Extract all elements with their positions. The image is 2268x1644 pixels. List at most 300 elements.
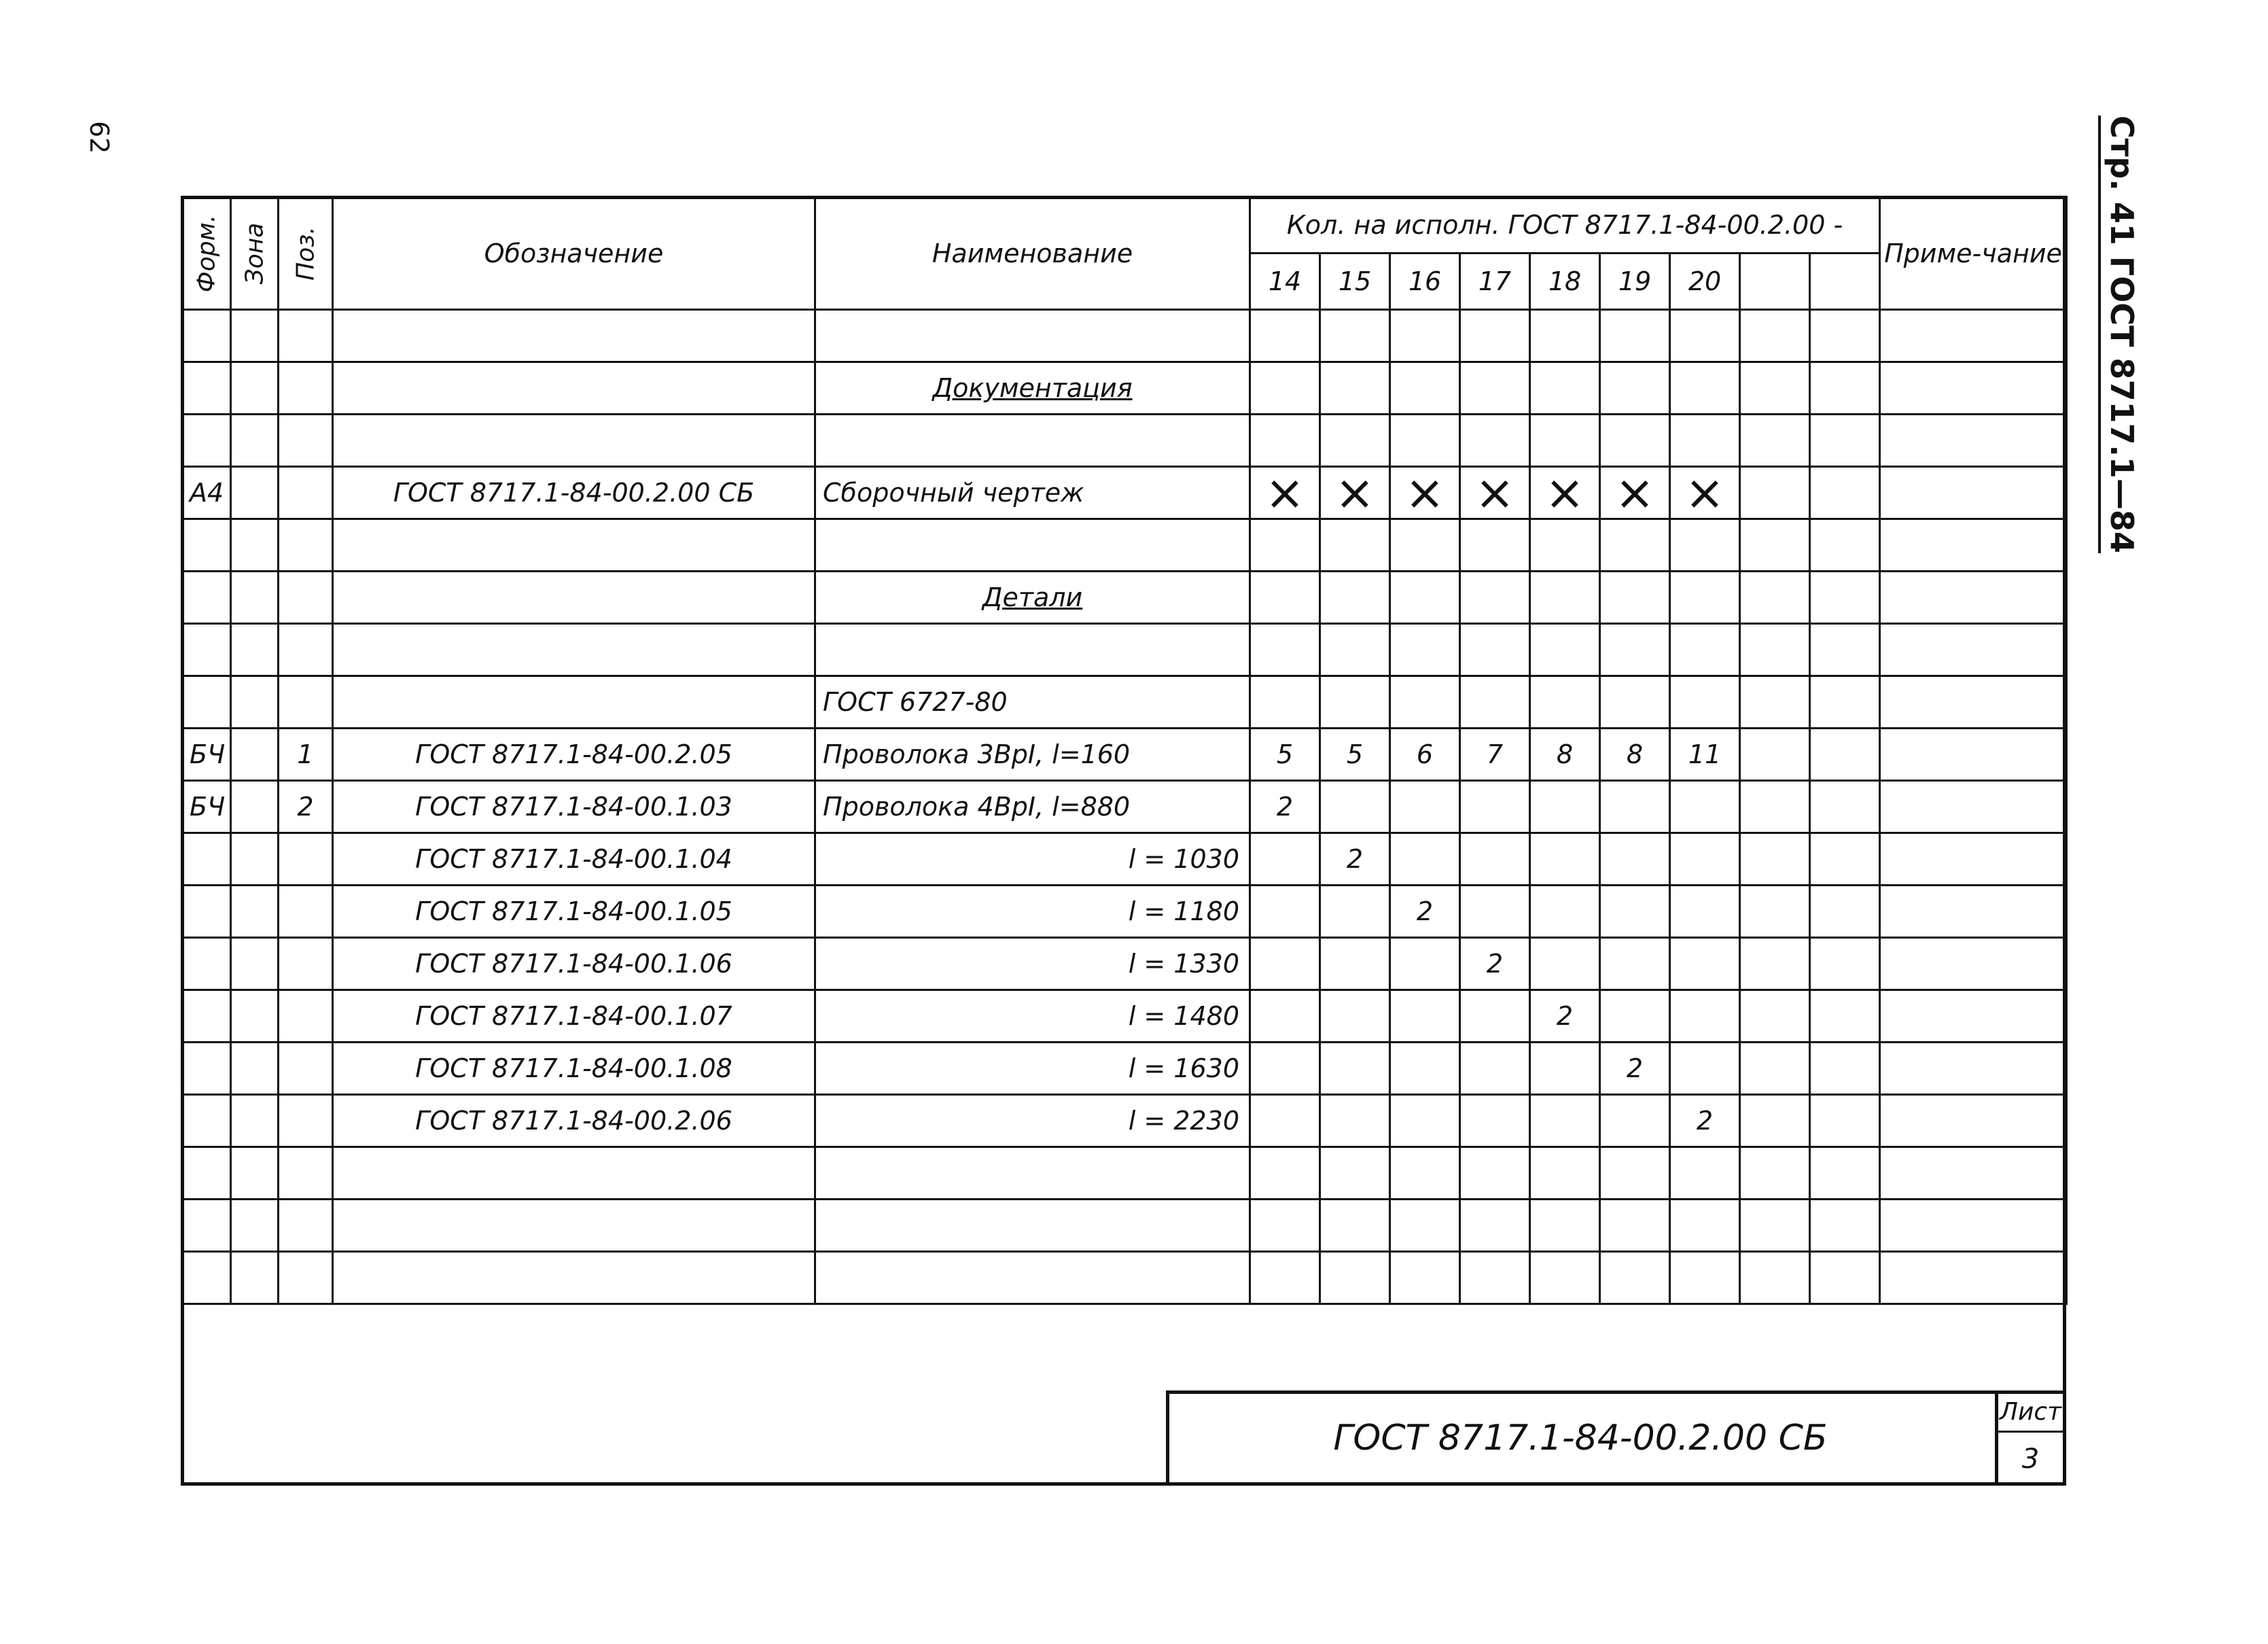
cell-pos [279,362,333,415]
header-note: Приме-чание [1880,197,2067,310]
cell-quantity [1600,1147,1670,1200]
cell-quantity [1250,362,1320,415]
cell-form [182,833,231,886]
cell-zone [231,467,279,519]
cell-quantity [1250,676,1320,729]
cell-quantity [1320,990,1390,1043]
cell-quantity [1600,415,1670,467]
cell-quantity [1460,1043,1530,1095]
cell-note [1880,415,2067,467]
cell-quantity [1810,833,1880,886]
cell-quantity: 5 [1320,729,1390,781]
cell-quantity [1320,1043,1390,1095]
cell-pos [279,938,333,990]
cell-quantity [1530,519,1600,572]
cell-pos [279,572,333,624]
cell-pos [279,1200,333,1252]
cell-quantity [1810,572,1880,624]
cell-quantity [1530,362,1600,415]
cell-zone [231,886,279,938]
cell-zone [231,415,279,467]
cell-pos [279,624,333,676]
cell-quantity [1530,1043,1600,1095]
cell-quantity [1810,676,1880,729]
table-row [182,781,2067,833]
cell-note [1880,1252,2067,1304]
cell-quantity [1530,781,1600,833]
cell-form [182,572,231,624]
cell-quantity [1600,572,1670,624]
cell-name [815,1200,1250,1252]
cell-zone [231,676,279,729]
cell-quantity [1740,624,1810,676]
cell-quantity [1390,572,1460,624]
specification-table [181,196,2068,1305]
cell-note [1880,362,2067,415]
table-row [182,1147,2067,1200]
cell-form [182,990,231,1043]
cell-quantity [1390,833,1460,886]
cell-quantity: × [1390,467,1460,519]
cell-quantity [1740,990,1810,1043]
cell-quantity [1670,676,1740,729]
cell-form: А4 [182,467,231,519]
header-variant: 18 [1530,253,1600,310]
cell-pos [279,1043,333,1095]
cell-zone [231,990,279,1043]
cell-quantity [1740,781,1810,833]
cell-quantity: × [1320,467,1390,519]
cell-designation: ГОСТ 8717.1-84-00.2.00 СБ [333,467,815,519]
cell-quantity [1670,1043,1740,1095]
cell-quantity [1670,938,1740,990]
cell-note [1880,467,2067,519]
cell-quantity [1600,362,1670,415]
cell-quantity [1670,1147,1740,1200]
cell-quantity [1320,519,1390,572]
cell-form [182,938,231,990]
cell-quantity: 8 [1530,729,1600,781]
cell-designation [333,415,815,467]
cell-name: Проволока 4ВрI, l=880 [815,781,1250,833]
specification-body [182,310,2067,1304]
cell-quantity [1740,310,1810,362]
cell-quantity [1390,1252,1460,1304]
cell-quantity [1810,1200,1880,1252]
cell-quantity [1670,572,1740,624]
cell-note [1880,1200,2067,1252]
cell-quantity: 8 [1600,729,1670,781]
cell-note [1880,781,2067,833]
cell-quantity: 2 [1670,1095,1740,1147]
cell-quantity [1740,1200,1810,1252]
cell-quantity [1740,833,1810,886]
cell-quantity [1320,1095,1390,1147]
cell-zone [231,781,279,833]
cell-quantity [1460,415,1530,467]
cell-note [1880,1095,2067,1147]
cell-note [1880,833,2067,886]
cell-quantity [1460,676,1530,729]
cell-zone [231,1200,279,1252]
cell-quantity [1530,572,1600,624]
cell-quantity [1250,833,1320,886]
cell-pos [279,676,333,729]
cell-quantity [1670,833,1740,886]
cell-zone [231,519,279,572]
cell-quantity [1670,1252,1740,1304]
cell-designation: ГОСТ 8717.1-84-00.1.08 [333,1043,815,1095]
cell-quantity [1740,1252,1810,1304]
cell-quantity [1810,624,1880,676]
cell-note [1880,729,2067,781]
table-row [182,1200,2067,1252]
cell-quantity: 7 [1460,729,1530,781]
cell-form [182,362,231,415]
cell-quantity [1810,886,1880,938]
cell-quantity [1530,833,1600,886]
cell-pos: 2 [279,781,333,833]
cell-quantity [1740,938,1810,990]
header-variant: 15 [1320,253,1390,310]
cell-quantity: × [1250,467,1320,519]
cell-quantity [1390,1147,1460,1200]
cell-pos [279,1147,333,1200]
table-row [182,886,2067,938]
cell-quantity [1600,1200,1670,1252]
cell-quantity [1320,1252,1390,1304]
cell-note [1880,1147,2067,1200]
cell-designation: ГОСТ 8717.1-84-00.1.07 [333,990,815,1043]
cell-quantity [1390,415,1460,467]
header-qty-group: Кол. на исполн. ГОСТ 8717.1-84-00.2.00 - [1250,197,1880,253]
cell-quantity: 2 [1530,990,1600,1043]
cell-form [182,624,231,676]
cell-designation [333,572,815,624]
cell-pos: 1 [279,729,333,781]
cell-quantity [1530,938,1600,990]
cell-quantity: × [1600,467,1670,519]
cell-quantity [1320,310,1390,362]
cell-quantity [1250,519,1320,572]
cell-designation [333,676,815,729]
cell-quantity [1250,415,1320,467]
cell-quantity [1320,1200,1390,1252]
cell-quantity [1810,1147,1880,1200]
cell-quantity [1460,624,1530,676]
cell-form: БЧ [182,781,231,833]
cell-quantity: × [1530,467,1600,519]
cell-quantity [1600,1095,1670,1147]
cell-quantity [1810,310,1880,362]
header-form: Форм. [182,197,231,310]
cell-quantity [1250,1043,1320,1095]
header-variant: 19 [1600,253,1670,310]
cell-note [1880,1043,2067,1095]
cell-zone [231,729,279,781]
cell-quantity: 2 [1250,781,1320,833]
table-row [182,1252,2067,1304]
cell-quantity [1250,1095,1320,1147]
cell-quantity [1320,938,1390,990]
table-row [182,729,2067,781]
cell-designation: ГОСТ 8717.1-84-00.1.05 [333,886,815,938]
cell-name: l = 1630 [815,1043,1250,1095]
table-row [182,990,2067,1043]
cell-zone [231,1252,279,1304]
cell-quantity [1390,1095,1460,1147]
cell-quantity: 2 [1600,1043,1670,1095]
table-row [182,833,2067,886]
cell-name: l = 1330 [815,938,1250,990]
cell-pos [279,415,333,467]
cell-quantity [1740,467,1810,519]
cell-note [1880,990,2067,1043]
cell-quantity: × [1460,467,1530,519]
title-block-code: ГОСТ 8717.1-84-00.2.00 СБ [1333,1418,1828,1458]
cell-quantity [1740,676,1810,729]
cell-designation: ГОСТ 8717.1-84-00.1.04 [333,833,815,886]
cell-quantity [1600,938,1670,990]
cell-zone [231,833,279,886]
cell-quantity [1460,572,1530,624]
header-variant: 16 [1390,253,1460,310]
cell-zone [231,1095,279,1147]
cell-quantity [1600,310,1670,362]
cell-quantity [1250,310,1320,362]
cell-designation: ГОСТ 8717.1-84-00.2.05 [333,729,815,781]
cell-quantity [1460,1095,1530,1147]
side-header: Стр. 41 ГОСТ 8717.1—84 [2098,116,2140,553]
cell-quantity [1250,886,1320,938]
cell-quantity [1600,886,1670,938]
header-variant [1810,253,1880,310]
cell-quantity [1740,1095,1810,1147]
cell-name: Документация [815,362,1250,415]
cell-quantity [1250,1252,1320,1304]
cell-quantity: 6 [1390,729,1460,781]
cell-name [815,519,1250,572]
cell-form [182,1095,231,1147]
cell-name [815,624,1250,676]
cell-form: БЧ [182,729,231,781]
cell-quantity [1670,362,1740,415]
cell-quantity [1390,1200,1460,1252]
table-row [182,624,2067,676]
cell-quantity [1390,362,1460,415]
cell-quantity [1810,467,1880,519]
cell-quantity [1250,938,1320,990]
cell-name: l = 1030 [815,833,1250,886]
cell-pos [279,1095,333,1147]
cell-quantity [1740,572,1810,624]
sheet-number: 3 [2021,1444,2040,1475]
cell-quantity [1390,1043,1460,1095]
cell-quantity [1740,729,1810,781]
cell-quantity [1460,362,1530,415]
cell-quantity [1810,362,1880,415]
cell-quantity [1670,415,1740,467]
cell-quantity [1320,1147,1390,1200]
cell-name: ГОСТ 6727-80 [815,676,1250,729]
cell-quantity [1530,310,1600,362]
cell-quantity [1670,519,1740,572]
cell-quantity [1460,886,1530,938]
header-variant: 20 [1670,253,1740,310]
cell-quantity [1600,781,1670,833]
cell-quantity [1740,362,1810,415]
cell-designation: ГОСТ 8717.1-84-00.1.06 [333,938,815,990]
cell-quantity [1670,310,1740,362]
cell-quantity [1810,990,1880,1043]
table-row [182,572,2067,624]
cell-quantity [1390,624,1460,676]
cell-quantity [1740,1043,1810,1095]
cell-quantity [1460,310,1530,362]
cell-designation [333,362,815,415]
cell-quantity [1740,415,1810,467]
cell-quantity [1810,1252,1880,1304]
table-row [182,362,2067,415]
cell-zone [231,572,279,624]
cell-name: l = 1180 [815,886,1250,938]
page-number: 62 [84,121,114,154]
cell-quantity [1530,676,1600,729]
cell-name [815,310,1250,362]
cell-zone [231,362,279,415]
cell-quantity [1530,1147,1600,1200]
cell-quantity: 2 [1460,938,1530,990]
cell-quantity [1600,990,1670,1043]
cell-zone [231,938,279,990]
cell-zone [231,1147,279,1200]
cell-quantity [1600,519,1670,572]
cell-note [1880,519,2067,572]
cell-form [182,676,231,729]
cell-quantity [1320,886,1390,938]
table-row [182,467,2067,519]
cell-quantity [1320,624,1390,676]
cell-quantity [1250,1200,1320,1252]
cell-zone [231,1043,279,1095]
cell-form [182,310,231,362]
cell-quantity [1390,676,1460,729]
cell-pos [279,310,333,362]
cell-quantity [1670,1200,1740,1252]
header-variant: 17 [1460,253,1530,310]
cell-quantity [1810,1095,1880,1147]
cell-pos [279,467,333,519]
cell-quantity [1600,676,1670,729]
cell-quantity [1250,572,1320,624]
cell-quantity [1460,833,1530,886]
header-designation: Обозначение [333,197,815,310]
cell-quantity [1320,676,1390,729]
cell-quantity [1740,886,1810,938]
cell-name: l = 1480 [815,990,1250,1043]
header-variant: 14 [1250,253,1320,310]
cell-designation [333,310,815,362]
cell-form [182,415,231,467]
cell-quantity [1530,886,1600,938]
cell-note [1880,310,2067,362]
table-row [182,938,2067,990]
cell-form [182,1043,231,1095]
cell-quantity [1740,1147,1810,1200]
table-row [182,415,2067,467]
cell-pos [279,1252,333,1304]
cell-form [182,886,231,938]
cell-quantity [1530,1252,1600,1304]
cell-quantity [1810,938,1880,990]
cell-quantity [1600,833,1670,886]
cell-quantity [1670,624,1740,676]
cell-quantity: 11 [1670,729,1740,781]
cell-quantity [1740,519,1810,572]
cell-quantity [1320,572,1390,624]
table-row [182,1043,2067,1095]
cell-note [1880,624,2067,676]
cell-quantity [1250,990,1320,1043]
cell-name: Проволока 3ВрI, l=160 [815,729,1250,781]
header-pos: Поз. [279,197,333,310]
cell-note [1880,886,2067,938]
cell-quantity: 2 [1320,833,1390,886]
cell-zone [231,624,279,676]
header-zone: Зона [231,197,279,310]
cell-pos [279,519,333,572]
sheet-label: Лист [1995,1392,2066,1433]
cell-name: Сборочный чертеж [815,467,1250,519]
cell-quantity [1460,1252,1530,1304]
cell-name [815,1252,1250,1304]
cell-quantity [1460,519,1530,572]
cell-note [1880,938,2067,990]
cell-quantity [1530,415,1600,467]
cell-zone [231,310,279,362]
cell-quantity [1390,990,1460,1043]
cell-quantity [1390,938,1460,990]
cell-quantity [1600,624,1670,676]
cell-designation [333,1252,815,1304]
table-row [182,310,2067,362]
table-row [182,1095,2067,1147]
header-variant [1740,253,1810,310]
cell-quantity [1460,1147,1530,1200]
cell-quantity [1320,415,1390,467]
cell-quantity [1460,990,1530,1043]
table-row [182,676,2067,729]
cell-designation: ГОСТ 8717.1-84-00.1.03 [333,781,815,833]
cell-pos [279,990,333,1043]
cell-quantity [1670,990,1740,1043]
cell-quantity [1460,1200,1530,1252]
cell-designation [333,624,815,676]
cell-name [815,415,1250,467]
cell-quantity [1460,781,1530,833]
table-row [182,519,2067,572]
cell-form [182,519,231,572]
cell-quantity: × [1670,467,1740,519]
cell-quantity [1810,519,1880,572]
cell-quantity [1530,1095,1600,1147]
cell-quantity [1320,781,1390,833]
header-name: Наименование [815,197,1250,310]
cell-designation: ГОСТ 8717.1-84-00.2.06 [333,1095,815,1147]
cell-quantity [1390,310,1460,362]
cell-quantity [1810,415,1880,467]
cell-quantity [1670,781,1740,833]
